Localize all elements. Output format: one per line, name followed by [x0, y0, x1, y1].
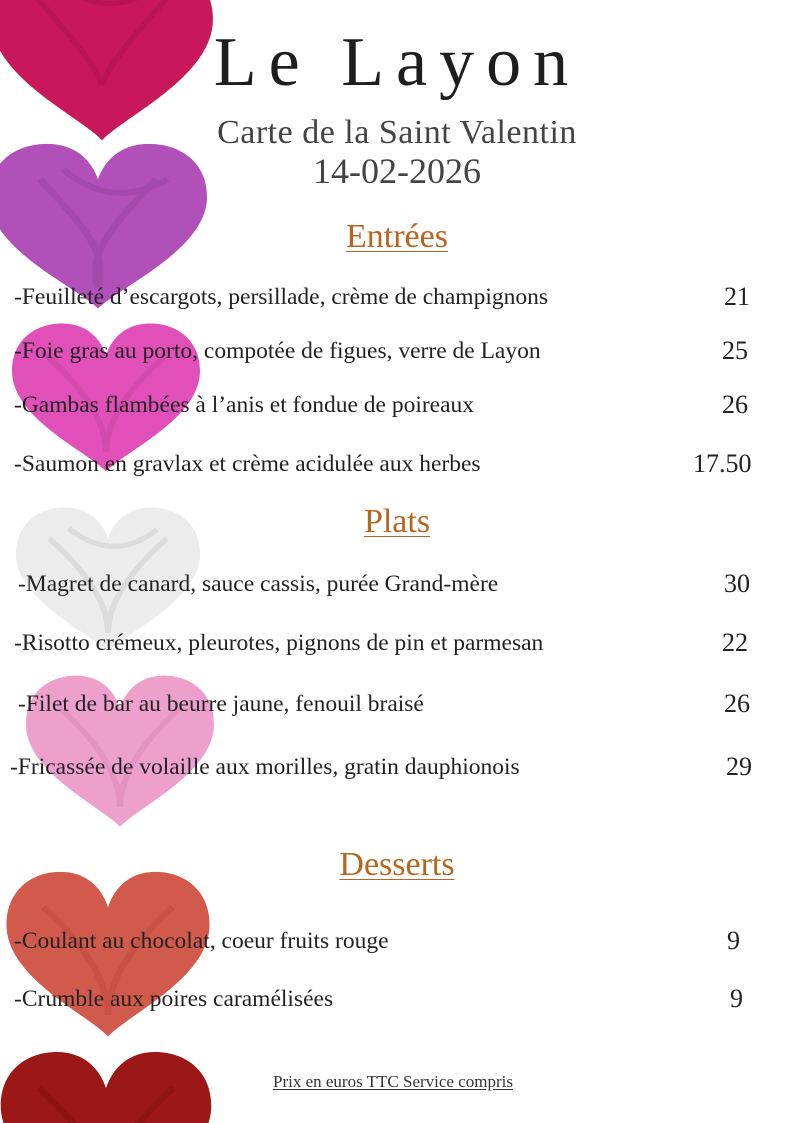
- menu-item-price: 22: [722, 628, 748, 657]
- menu-item-price: 25: [722, 336, 748, 365]
- menu-item-name: -Gambas flambées à l’anis et fondue de poireaux: [14, 392, 475, 418]
- menu-item-name: -Feuilleté d’escargots, persillade, crème de champignons: [14, 284, 549, 310]
- menu-item-price: 26: [724, 689, 750, 718]
- menu-item-name: -Foie gras au porto, compotée de figues, verre de Layon: [14, 338, 541, 364]
- menu-item-name: -Magret de canard, sauce cassis, purée Grand-mère: [18, 571, 499, 597]
- menu-item: [14, 282, 784, 312]
- menu-item: [14, 984, 784, 1014]
- menu-item: [10, 752, 780, 782]
- menu-item: [18, 689, 788, 719]
- menu-item: [18, 569, 788, 599]
- menu-item: [14, 336, 784, 366]
- menu-item-price: 29: [726, 752, 752, 781]
- section-title-desserts: Desserts: [339, 846, 455, 883]
- menu-item-name: -Crumble aux poires caramélisées: [14, 986, 334, 1012]
- menu-item: [14, 628, 784, 658]
- menu-item-name: -Saumon en gravlax et crème acidulée aux herbes: [14, 451, 481, 477]
- menu-item: [14, 926, 784, 956]
- menu-item-name: -Fricassée de volaille aux morilles, gratin dauphionois: [10, 754, 520, 780]
- menu-subtitle: Carte de la Saint Valentin: [217, 114, 577, 151]
- menu-item: [14, 390, 784, 420]
- menu-date: 14-02-2026: [313, 151, 481, 191]
- menu-item-price: 26: [722, 390, 748, 419]
- section-title-entrees: Entrées: [346, 218, 448, 255]
- menu-item-price: 9: [730, 984, 743, 1013]
- menu-item-price: 21: [724, 282, 750, 311]
- menu-item-name: -Risotto crémeux, pleurotes, pignons de pin et parmesan: [14, 630, 544, 656]
- menu-item-price: 17.50: [693, 449, 752, 478]
- footer-note: Prix en euros TTC Service compris: [272, 1072, 513, 1091]
- menu-item-price: 9: [727, 926, 740, 955]
- menu-item-name: -Coulant au chocolat, coeur fruits rouge: [14, 928, 389, 954]
- menu-item-price: 30: [724, 569, 750, 598]
- restaurant-name: Le Layon: [213, 24, 581, 101]
- section-title-plats: Plats: [363, 503, 431, 540]
- menu-item-name: -Filet de bar au beurre jaune, fenouil braisé: [18, 691, 424, 717]
- menu-item: [14, 449, 784, 479]
